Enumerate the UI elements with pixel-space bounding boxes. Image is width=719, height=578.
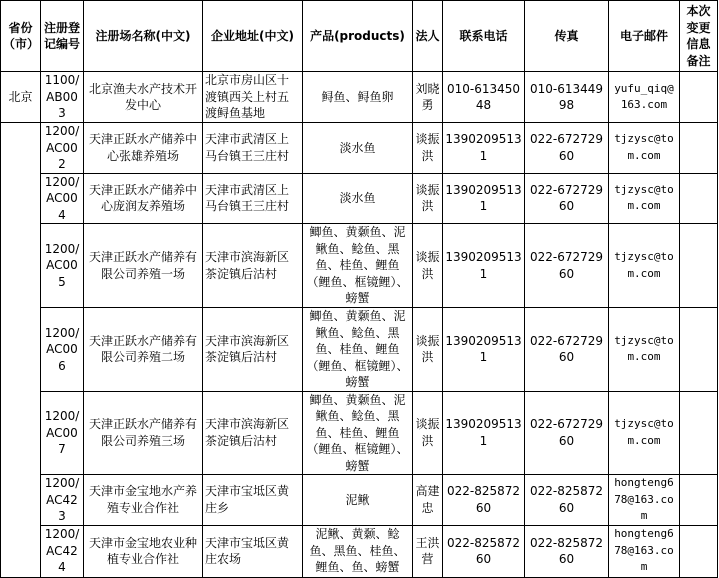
products-cell: 鲫鱼、黄颡鱼、泥鳅鱼、鲶鱼、黑鱼、桂鱼、鲤鱼（鲤鱼、框镜鲤）、螃蟹 xyxy=(303,391,413,475)
note-cell xyxy=(680,391,718,475)
address-cell: 天津市武清区上马台镇王三庄村 xyxy=(203,123,303,174)
phone-cell: 022-82587260 xyxy=(443,525,525,577)
header-site-name: 注册场名称(中文) xyxy=(84,1,203,72)
province-cell xyxy=(1,123,41,578)
email-cell: tjzysc@tom.com xyxy=(609,123,680,174)
phone-cell: 13902095131 xyxy=(443,391,525,475)
header-row xyxy=(1,1,718,72)
header-province: 省份（市） xyxy=(1,1,41,72)
products-cell: 淡水鱼 xyxy=(303,173,413,224)
reg-no-cell: 1200/AC005 xyxy=(41,224,84,308)
site-name-cell: 天津正跃水产储养中心张雄养殖场 xyxy=(84,123,203,174)
fax-cell: 022-67272960 xyxy=(525,308,609,392)
phone-cell: 13902095131 xyxy=(443,308,525,392)
site-name-cell: 天津正跃水产储养有限公司养殖二场 xyxy=(84,308,203,392)
products-cell: 鲟鱼、鲟鱼卵 xyxy=(303,72,413,123)
header-note: 本次变更信息备注 xyxy=(680,1,718,72)
note-cell xyxy=(680,72,718,123)
fax-cell: 022-67272960 xyxy=(525,224,609,308)
reg-no-cell: 1200/AC424 xyxy=(41,525,84,577)
site-name-cell: 天津市金宝地农业种植专业合作社 xyxy=(84,525,203,577)
address-cell: 北京市房山区十渡镇西关上村五渡鲟鱼基地 xyxy=(203,72,303,123)
address-cell: 天津市宝坻区黄庄农场 xyxy=(203,525,303,577)
table-row xyxy=(1,391,718,475)
table-row xyxy=(1,72,718,123)
legal-cell: 谈振洪 xyxy=(413,391,443,475)
site-name-cell: 天津市金宝地水产养殖专业合作社 xyxy=(84,475,203,526)
products-cell: 泥鳅、黄颡、鲶鱼、黑鱼、桂鱼、鲤鱼、鱼、螃蟹 xyxy=(303,525,413,577)
header-products: 产品(products) xyxy=(303,1,413,72)
note-cell xyxy=(680,525,718,577)
reg-no-cell: 1200/AC004 xyxy=(41,173,84,224)
fax-cell: 022-67272960 xyxy=(525,123,609,174)
legal-cell: 谈振洪 xyxy=(413,173,443,224)
table-row xyxy=(1,173,718,224)
reg-no-cell: 1200/AC006 xyxy=(41,308,84,392)
address-cell: 天津市滨海新区茶淀镇后沽村 xyxy=(203,308,303,392)
legal-cell: 谈振洪 xyxy=(413,224,443,308)
email-cell: hongteng678@163.com xyxy=(609,475,680,526)
table-row xyxy=(1,525,718,577)
fax-cell: 022-82587260 xyxy=(525,475,609,526)
province-cell: 北京 xyxy=(1,72,41,123)
table-row xyxy=(1,224,718,308)
email-cell: yufu_qiq@163.com xyxy=(609,72,680,123)
reg-no-cell: 1100/AB003 xyxy=(41,72,84,123)
products-cell: 鲫鱼、黄颡鱼、泥鳅鱼、鲶鱼、黑鱼、桂鱼、鲤鱼（鲤鱼、框镜鲤）、螃蟹 xyxy=(303,224,413,308)
legal-cell: 王洪营 xyxy=(413,525,443,577)
note-cell xyxy=(680,475,718,526)
products-cell: 鲫鱼、黄颡鱼、泥鳅鱼、鲶鱼、黑鱼、桂鱼、鲤鱼（鲤鱼、框镜鲤）、螃蟹 xyxy=(303,308,413,392)
note-cell xyxy=(680,224,718,308)
header-fax: 传真 xyxy=(525,1,609,72)
header-email: 电子邮件 xyxy=(609,1,680,72)
phone-cell: 13902095131 xyxy=(443,123,525,174)
products-cell: 泥鳅 xyxy=(303,475,413,526)
header-address: 企业地址(中文) xyxy=(203,1,303,72)
note-cell xyxy=(680,308,718,392)
reg-no-cell: 1200/AC002 xyxy=(41,123,84,174)
reg-no-cell: 1200/AC007 xyxy=(41,391,84,475)
email-cell: tjzysc@tom.com xyxy=(609,308,680,392)
table-row xyxy=(1,308,718,392)
phone-cell: 13902095131 xyxy=(443,173,525,224)
email-cell: tjzysc@tom.com xyxy=(609,391,680,475)
fax-cell: 022-67272960 xyxy=(525,391,609,475)
email-cell: tjzysc@tom.com xyxy=(609,173,680,224)
site-name-cell: 天津正跃水产储养有限公司养殖一场 xyxy=(84,224,203,308)
address-cell: 天津市宝坻区黄庄乡 xyxy=(203,475,303,526)
phone-cell: 010-61345048 xyxy=(443,72,525,123)
email-cell: hongteng678@163.com xyxy=(609,525,680,577)
address-cell: 天津市武清区上马台镇王三庄村 xyxy=(203,173,303,224)
table-row xyxy=(1,123,718,174)
address-cell: 天津市滨海新区茶淀镇后沽村 xyxy=(203,391,303,475)
legal-cell: 谈振洪 xyxy=(413,308,443,392)
header-reg-no: 注册登记编号 xyxy=(41,1,84,72)
header-phone: 联系电话 xyxy=(443,1,525,72)
site-name-cell: 天津正跃水产储养有限公司养殖三场 xyxy=(84,391,203,475)
products-cell: 淡水鱼 xyxy=(303,123,413,174)
legal-cell: 高建忠 xyxy=(413,475,443,526)
fax-cell: 010-61344998 xyxy=(525,72,609,123)
site-name-cell: 天津正跃水产储养中心庞润友养殖场 xyxy=(84,173,203,224)
email-cell: tjzysc@tom.com xyxy=(609,224,680,308)
fax-cell: 022-82587260 xyxy=(525,525,609,577)
note-cell xyxy=(680,173,718,224)
address-cell: 天津市滨海新区茶淀镇后沽村 xyxy=(203,224,303,308)
phone-cell: 13902095131 xyxy=(443,224,525,308)
table-row xyxy=(1,475,718,526)
legal-cell: 刘晓勇 xyxy=(413,72,443,123)
note-cell xyxy=(680,123,718,174)
phone-cell: 022-82587260 xyxy=(443,475,525,526)
site-name-cell: 北京渔夫水产技术开发中心 xyxy=(84,72,203,123)
header-legal: 法人 xyxy=(413,1,443,72)
reg-no-cell: 1200/AC423 xyxy=(41,475,84,526)
legal-cell: 谈振洪 xyxy=(413,123,443,174)
fax-cell: 022-67272960 xyxy=(525,173,609,224)
